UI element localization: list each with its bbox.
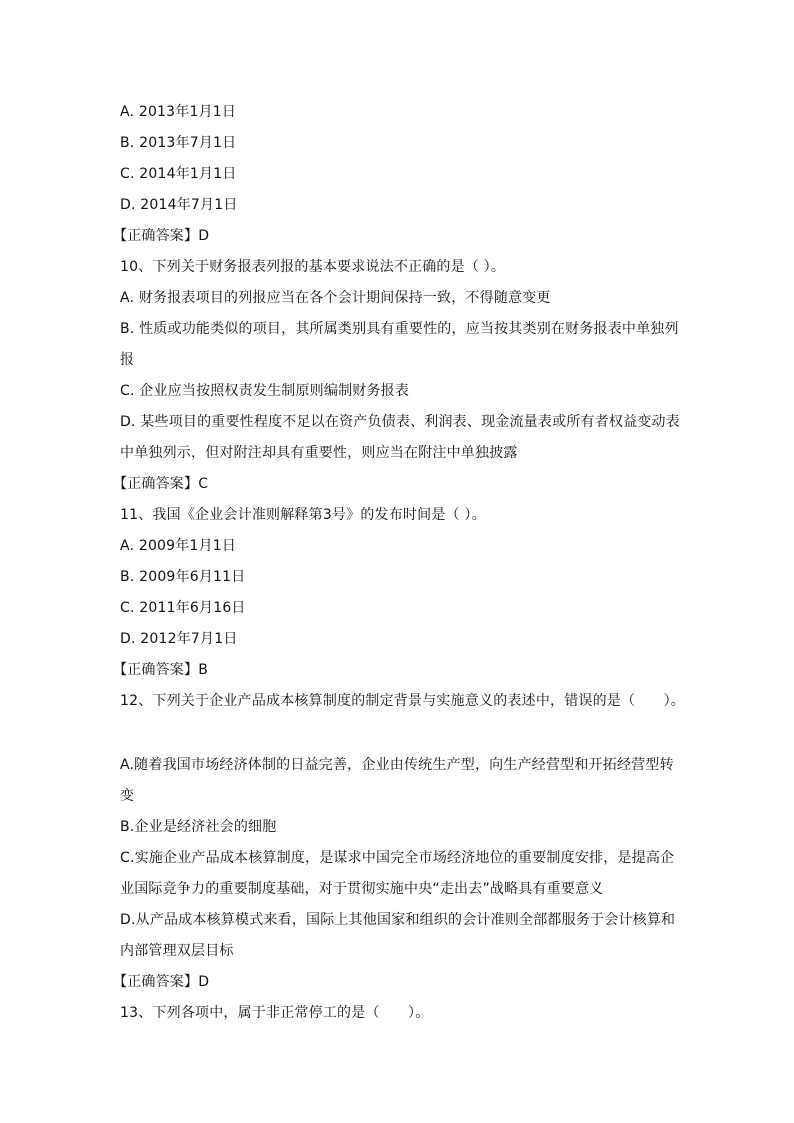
q11-option-d: D. 2012年7月1日 [120,631,238,647]
q12-question: 12、下列关于企业产品成本核算制度的制定背景与实施意义的表述中，错误的是（ ）。 [120,693,686,709]
q9-option-a: A. 2013年1月1日 [120,104,237,120]
q12-option-c-line1: C.实施企业产品成本核算制度，是谋求中国完全市场经济地位的重要制度安排，是提高企 [120,850,675,866]
q11-option-b: B. 2009年6月11日 [120,569,246,585]
q11-question: 11、我国《企业会计准则解释第3号》的发布时间是（ ）。 [120,507,486,523]
q13-question: 13、下列各项中，属于非正常停工的是（ ）。 [120,1005,430,1021]
q10-question: 10、下列关于财务报表列报的基本要求说法不正确的是（ ）。 [120,259,506,275]
q10-option-d-line1: D. 某些项目的重要性程度不足以在资产负债表、利润表、现金流量表或所有者权益变动表 [120,414,680,430]
q12-option-d-line1: D.从产品成本核算模式来看，国际上其他国家和组织的会计准则全部都服务于会计核算和 [120,912,676,928]
q12-answer: 【正确答案】D [113,974,210,990]
q9-option-b: B. 2013年7月1日 [120,135,237,151]
q9-option-d: D. 2014年7月1日 [120,197,238,213]
q10-answer: 【正确答案】C [113,476,209,492]
q10-option-b-line1: B. 性质或功能类似的项目，其所属类别具有重要性的，应当按其类别在财务报表中单独列 [120,321,679,337]
q9-answer: 【正确答案】D [113,228,210,244]
q11-option-a: A. 2009年1月1日 [120,538,237,554]
q10-option-a: A. 财务报表项目的列报应当在各个会计期间保持一致，不得随意变更 [120,290,551,306]
q12-option-c-line2: 业国际竞争力的重要制度基础，对于贯彻实施中央“走出去”战略具有重要意义 [120,881,604,897]
q12-option-d-line2: 内部管理双层目标 [120,943,234,959]
q10-option-d-line2: 中单独列示，但对附注却具有重要性，则应当在附注中单独披露 [120,445,518,461]
q11-option-c: C. 2011年6月16日 [120,600,246,616]
q12-option-a-line2: 变 [120,788,135,804]
q12-option-b: B.企业是经济社会的细胞 [120,819,277,835]
q12-option-a-line1: A.随着我国市场经济体制的日益完善，企业由传统生产型，向生产经营型和开拓经营型转 [120,757,674,773]
q11-answer: 【正确答案】B [113,662,209,678]
q10-option-b-line2: 报 [120,352,135,368]
q9-option-c: C. 2014年1月1日 [120,166,237,182]
q10-option-c: C. 企业应当按照权责发生制原则编制财务报表 [120,383,410,399]
